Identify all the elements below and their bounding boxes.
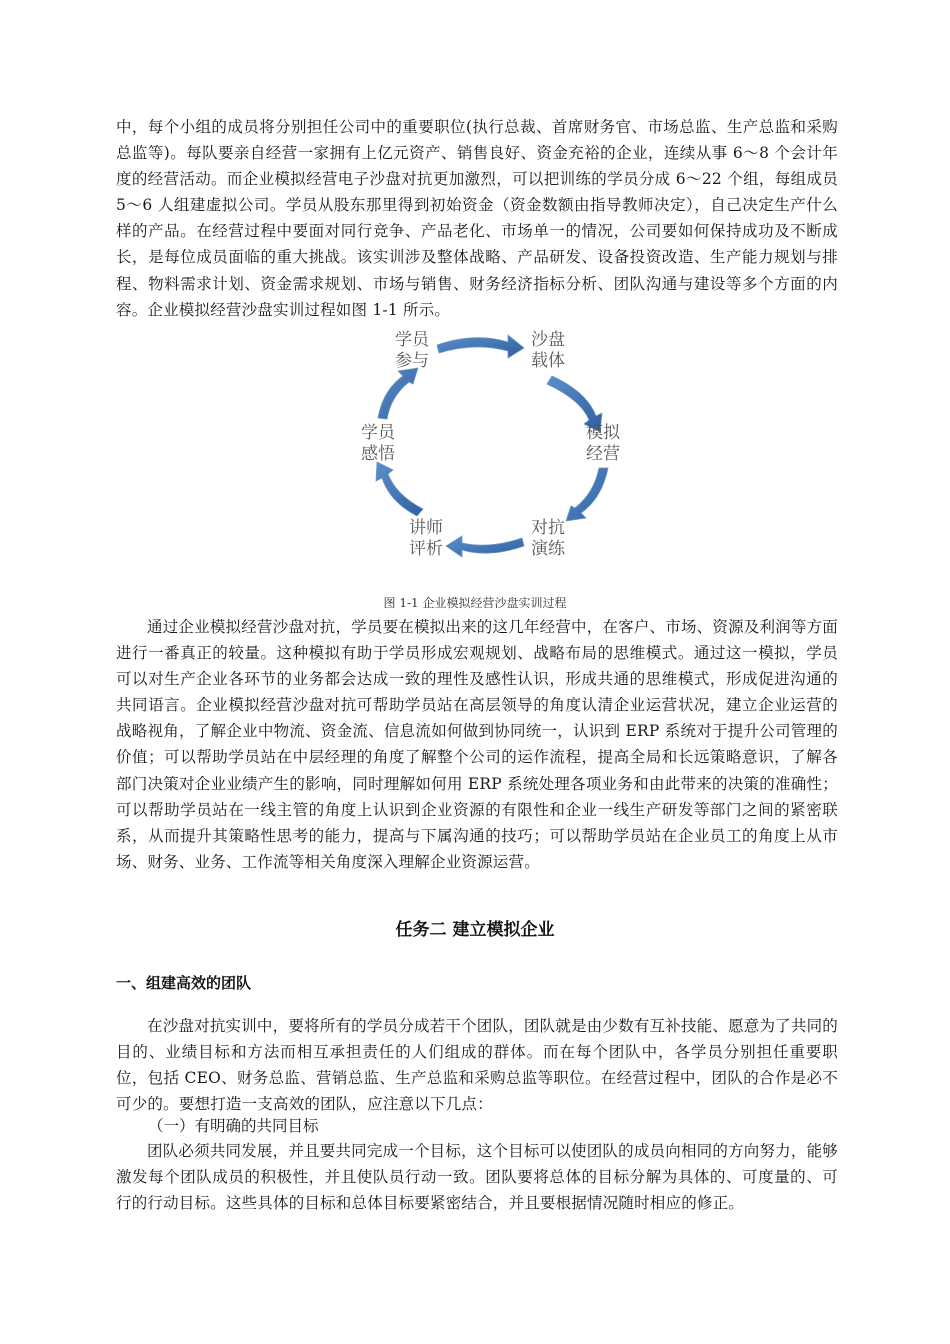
node-sandtable (531, 330, 565, 371)
node-review (409, 517, 443, 559)
svg-text:演练: 演练 (531, 539, 565, 559)
svg-text:参与: 参与 (395, 351, 429, 371)
svg-text:感悟: 感悟 (361, 444, 395, 464)
subsubsection-heading: （一）有明确的共同目标 (148, 1117, 319, 1135)
svg-text:模拟: 模拟 (586, 423, 620, 443)
svg-text:评析: 评析 (409, 539, 443, 559)
figure-caption: 图 1-1 企业模拟经营沙盘实训过程 (383, 596, 567, 610)
node-reflect (361, 423, 397, 464)
svg-text:讲师: 讲师 (409, 518, 443, 538)
section-title: 任务二 建立模拟企业 (395, 920, 555, 940)
svg-text:对抗: 对抗 (531, 518, 565, 538)
arrow-lower-left (376, 462, 423, 516)
paragraph-team: 在沙盘对抗实训中，要将所有的学员分成若干个团队，团队就是由少数有互补技能、愿意为了共同的目的、业绩目标和方法而相互承担责任的人们组成的群体。而在每个团队中，各学员分别担任重要职位，包括 CEO、财务总监、营销总监、生产总监和采购总监等职位。在经营过程中，团队的合作是必不可少的。要想打造一支高效的团队，应注意以下几点： (116, 1017, 838, 1114)
node-participate (395, 330, 431, 371)
svg-text:学员: 学员 (361, 423, 395, 443)
node-compete (531, 518, 566, 559)
paragraph-goal: 团队必须共同发展，并且要共同完成一个目标，这个目标可以使团队的成员向相同的方向努力，能够激发每个团队成员的积极性，并且使队员行动一致。团队要将总体的目标分解为具体的、可度量的、可行的行动目标。这些具体的目标和总体目标要紧密结合，并且要根据情况随时相应的修正。 (116, 1142, 838, 1213)
arrow-lower-right (566, 468, 608, 521)
paragraph-intro: 中，每个小组的成员将分别担任公司中的重要职位(执行总裁、首席财务官、市场总监、生产总监和采购总监等)。每队要亲自经营一家拥有上亿元资产、销售良好、资金充裕的企业，连续从事 6～8 个会计年度的经营活动。而企业模拟经营电子沙盘对抗更加激烈，可以把训练的学员分成 6～22 个组，每组成员 5～6 人组建虚拟公司。学员从股东那里得到初始资金（资金数额由指导教师决定），自己决定生产什么样的产品。在经营过程中要面对同行竞争、产品老化、市场单一的情况，公司要如何保持成功及不断成长，是每位成员面临的重大挑战。该实训涉及整体战略、产品研发、设备投资改造、生产能力规划与排程、物料需求计划、资金需求规划、市场与销售、财务经济指标分析、团队沟通与建设等多个方面的内容。企业模拟经营沙盘实训过程如图 1-1 所示。 (116, 118, 838, 319)
svg-text:载体: 载体 (531, 351, 565, 371)
paragraph-benefits: 通过企业模拟经营沙盘对抗，学员要在模拟出来的这几年经营中，在客户、市场、资源及利润等方面进行一番真正的较量。这种模拟有助于学员形成宏观规划、战略布局的思维模式。通过这一模拟，学员可以对生产企业各环节的业务都会达成一致的理性及感性认识，形成共通的思维模式，形成促进沟通的共同语言。企业模拟经营沙盘对抗可帮助学员站在高层领导的角度认清企业运营状况，建立企业运营的战略视角，了解企业中物流、资金流、信息流如何做到协同统一，认识到 ERP 系统对于提升公司管理的价值；可以帮助学员站在中层经理的角度了解整个公司的运作流程，提高全局和长远策略意识，了解各部门决策对企业业绩产生的影响，同时理解如何用 ERP 系统处理各项业务和由此带来的决策的准确性；可以帮助学员站在一线主管的角度上认识到企业资源的有限性和企业一线生产研发等部门之间的紧密联系，从而提升其策略性思考的能力，提高与下属沟通的技巧；可以帮助学员站在企业员工的角度上从市场、财务、业务、工作流等相关角度深入理解企业资源运营。 (116, 618, 838, 871)
subsection-heading: 一、组建高效的团队 (116, 974, 252, 992)
arrow-upper-left (378, 368, 418, 419)
svg-text:经营: 经营 (586, 444, 620, 464)
node-simulate (586, 423, 621, 464)
process-cycle-diagram (330, 318, 630, 586)
svg-text:沙盘: 沙盘 (531, 330, 565, 350)
svg-text:学员: 学员 (395, 330, 429, 350)
arrow-top (437, 335, 524, 358)
arrow-bottom (446, 536, 524, 557)
